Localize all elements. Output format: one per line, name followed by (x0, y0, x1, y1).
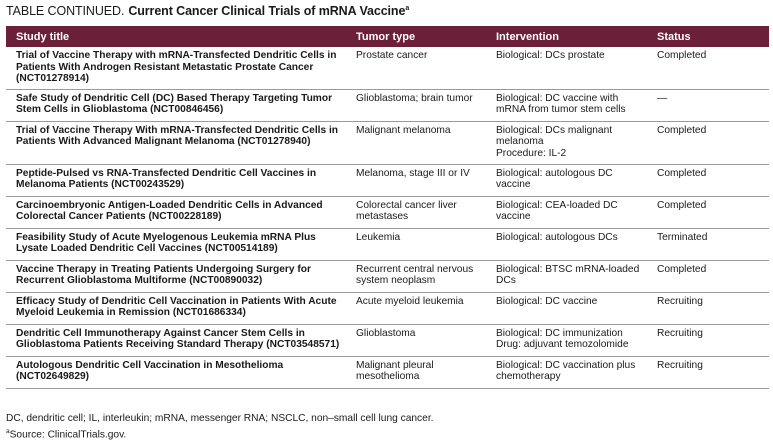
table-row (6, 89, 769, 121)
tumor-type-cell: Recurrent central nervous system neoplasm (346, 260, 486, 292)
caption-title: Current Cancer Clinical Trials of mRNA Vaccine (128, 4, 406, 18)
study-title-cell: Autologous Dendritic Cell Vaccination in Mesothelioma (NCT02649829) (6, 356, 346, 388)
table-row (6, 356, 769, 388)
intervention-cell (486, 228, 647, 260)
intervention-line: Procedure: IL-2 (496, 147, 567, 159)
status-cell: — (647, 89, 769, 121)
study-title-cell: Safe Study of Dendritic Cell (DC) Based Therapy Targeting Tumor Stem Cells in Glioblastoma (NCT00846456) (6, 89, 346, 121)
intervention-cell (486, 47, 647, 89)
study-title-cell: Carcinoembryonic Antigen-Loaded Dendritic Cells in Advanced Colorectal Cancer Patients (NCT00228189) (6, 196, 346, 228)
intervention-cell (486, 164, 647, 196)
tumor-type-cell: Glioblastoma; brain tumor (346, 89, 486, 121)
table-row (6, 292, 769, 324)
study-title-cell: Trial of Vaccine Therapy with mRNA-Transfected Dendritic Cells in Patients With Androgen Resistant Metastatic Prostate Cancer (NCT01278914) (6, 47, 346, 89)
intervention-cell (486, 121, 647, 164)
study-title-cell: Trial of Vaccine Therapy With mRNA-Transfected Dendritic Cells in Patients With Advanced Malignant Melanoma (NCT01278940) (6, 121, 346, 164)
intervention-line: Biological: DC vaccination plus chemotherapy (496, 359, 636, 383)
tumor-type-cell: Malignant pleural mesothelioma (346, 356, 486, 388)
intervention-line: Biological: autologous DC vaccine (496, 167, 613, 191)
col-header-study-title: Study title (6, 26, 346, 47)
source-text: Source: ClinicalTrials.gov. (9, 428, 127, 440)
table-caption (6, 4, 409, 18)
table-row (6, 196, 769, 228)
tumor-type-cell: Prostate cancer (346, 47, 486, 89)
study-title-cell: Efficacy Study of Dendritic Cell Vaccination in Patients With Acute Myeloid Leukemia in Remission (NCT01686334) (6, 292, 346, 324)
caption-lead: TABLE CONTINUED. (6, 4, 125, 18)
status-cell: Recruiting (647, 356, 769, 388)
intervention-cell (486, 356, 647, 388)
col-header-tumor-type: Tumor type (346, 26, 486, 47)
status-cell: Recruiting (647, 324, 769, 356)
abbreviations-note: DC, dendritic cell; IL, interleukin; mRNA, messenger RNA; NSCLC, non–small cell lung cancer. (6, 413, 434, 424)
status-cell: Recruiting (647, 292, 769, 324)
col-header-status: Status (647, 26, 769, 47)
intervention-line: Drug: adjuvant temozolomide (496, 339, 629, 351)
status-cell: Completed (647, 260, 769, 292)
col-header-intervention: Intervention (486, 26, 647, 47)
source-note (6, 426, 433, 442)
tumor-type-cell: Malignant melanoma (346, 121, 486, 164)
study-title-cell: Vaccine Therapy in Treating Patients Undergoing Surgery for Recurrent Glioblastoma Multiforme (NCT00890032) (6, 260, 346, 292)
intervention-cell (486, 196, 647, 228)
table-row (6, 47, 769, 89)
tumor-type-cell: Acute myeloid leukemia (346, 292, 486, 324)
table-row (6, 121, 769, 164)
intervention-line: Biological: DC vaccine with mRNA from tumor stem cells (496, 92, 626, 116)
table-footnotes (6, 413, 433, 441)
table-row (6, 260, 769, 292)
table-row (6, 324, 769, 356)
intervention-line: Biological: DCs prostate (496, 50, 605, 61)
study-title-cell: Feasibility Study of Acute Myelogenous Leukemia mRNA Plus Lysate Loaded Dendritic Cell Vaccines (NCT00514189) (6, 228, 346, 260)
intervention-line: Biological: BTSC mRNA-loaded DCs (496, 263, 640, 287)
source-footnote-mark: a (6, 427, 10, 435)
intervention-cell (486, 324, 647, 356)
tumor-type-cell: Glioblastoma (346, 324, 486, 356)
study-title-cell: Dendritic Cell Immunotherapy Against Cancer Stem Cells in Glioblastoma Patients Receiving Standard Therapy (NCT03548571) (6, 324, 346, 356)
status-cell: Terminated (647, 228, 769, 260)
tumor-type-cell: Colorectal cancer liver metastases (346, 196, 486, 228)
status-cell: Completed (647, 121, 769, 164)
intervention-cell (486, 89, 647, 121)
header-row (6, 26, 769, 47)
status-cell: Completed (647, 164, 769, 196)
study-title-cell: Peptide-Pulsed vs RNA-Transfected Dendritic Cell Vaccines in Melanoma Patients (NCT00243529) (6, 164, 346, 196)
trials-table (6, 26, 769, 389)
table-header (6, 26, 769, 47)
intervention-line: Biological: DC vaccine (496, 295, 598, 307)
caption-footnote-mark: a (405, 4, 410, 12)
tumor-type-cell: Melanoma, stage III or IV (346, 164, 486, 196)
intervention-line: Biological: DC immunization (496, 327, 623, 339)
intervention-cell (486, 292, 647, 324)
table-row (6, 228, 769, 260)
intervention-cell (486, 260, 647, 292)
status-cell: Completed (647, 47, 769, 89)
status-cell: Completed (647, 196, 769, 228)
table-row (6, 164, 769, 196)
intervention-line: Biological: CEA-loaded DC vaccine (496, 199, 618, 223)
table-body (6, 47, 769, 388)
intervention-line: Biological: DCs malignant melanoma (496, 124, 613, 148)
tumor-type-cell: Leukemia (346, 228, 486, 260)
intervention-line: Biological: autologous DCs (496, 231, 618, 243)
